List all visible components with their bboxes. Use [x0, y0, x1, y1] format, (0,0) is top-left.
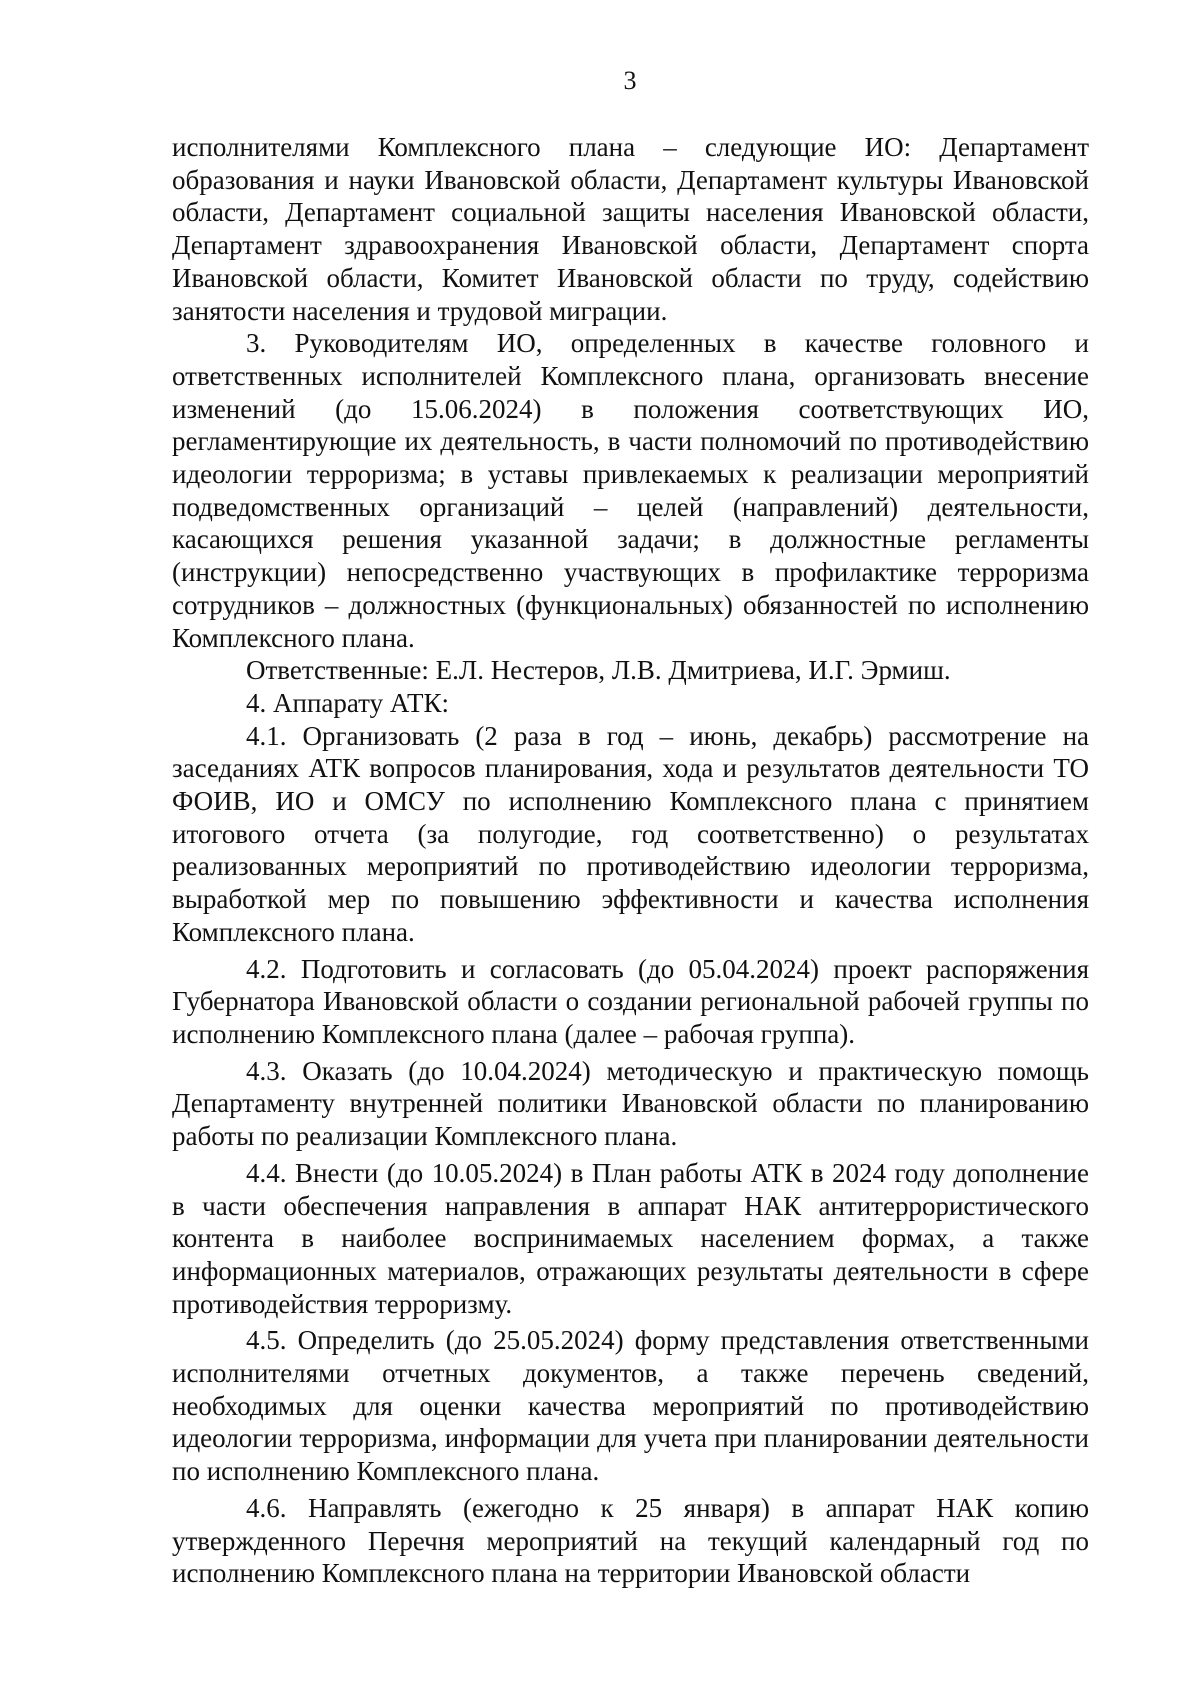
paragraph-item-4-5: 4.5. Определить (до 25.05.2024) форму представления ответственными исполнителями отчетных документов, а также перечень сведений, необходимых для оценки качества мероприятий по противодействию идеологии терроризма, информации для учета при планировании деятельности по исполнению Комплексного плана.	[172, 1325, 1089, 1487]
paragraph-item-4: 4. Аппарату АТК:	[246, 687, 449, 718]
paragraph-responsible: Ответственные: Е.Л. Нестеров, Л.В. Дмитриева, И.Г. Эрмиш.	[246, 655, 951, 686]
paragraph-item-4-2: 4.2. Подготовить и согласовать (до 05.04.2024) проект распоряжения Губернатора Ивановской области о создании региональной рабочей группы по исполнению Комплексного плана (далее – рабочая группа).	[172, 953, 1089, 1049]
paragraph-item-4-4: 4.4. Внести (до 10.05.2024) в План работы АТК в 2024 году дополнение в части обеспечения направления в аппарат НАК антитеррористического контента в наиболее воспринимаемых населением формах, а также информационных материалов, отражающих результаты деятельности в сфере противодействия терроризму.	[172, 1157, 1089, 1319]
paragraph-item-4-1: 4.1. Организовать (2 раза в год – июнь, декабрь) рассмотрение на заседаниях АТК вопросов планирования, хода и результатов деятельности ТО ФОИВ, ИО и ОМСУ по исполнению Комплексного плана с принятием итогового отчета (за полугодие, год соответственно) о результатах реализованных мероприятий по противодействию идеологии терроризма, выработкой мер по повышению эффективности и качества исполнения Комплексного плана.	[172, 720, 1089, 947]
page-number: 3	[623, 66, 637, 95]
paragraph-item-3: 3. Руководителям ИО, определенных в качестве головного и ответственных исполнителей Комплексного плана, организовать внесение изменений (до 15.06.2024) в положения соответствующих ИО, регламентирующие их деятельность, в части полномочий по противодействию идеологии терроризма; в уставы привлекаемых к реализации мероприятий подведомственных организаций – целей (направлений) деятельности, касающихся решения указанной задачи; в должностные регламенты (инструкции) непосредственно участвующих в профилактике терроризма сотрудников – должностных (функциональных) обязанностей по исполнению Комплексного плана.	[172, 328, 1089, 653]
paragraph-executors-continuation: исполнителями Комплексного плана – следующие ИО: Департамент образования и науки Ивановской области, Департамент культуры Ивановской области, Департамент социальной защиты населения Ивановской области, Департамент здравоохранения Ивановской области, Департамент спорта Ивановской области, Комитет Ивановской области по труду, содействию занятости населения и трудовой миграции.	[172, 132, 1089, 326]
paragraph-item-4-6: 4.6. Направлять (ежегодно к 25 января) в аппарат НАК копию утвержденного Перечня мероприятий на текущий календарный год по исполнению Комплексного плана на территории Ивановской области	[172, 1492, 1089, 1589]
paragraph-item-4-3: 4.3. Оказать (до 10.04.2024) методическую и практическую помощь Департаменту внутренней политики Ивановской области по планированию работы по реализации Комплексного плана.	[172, 1055, 1089, 1152]
document-body	[172, 131, 1089, 1590]
